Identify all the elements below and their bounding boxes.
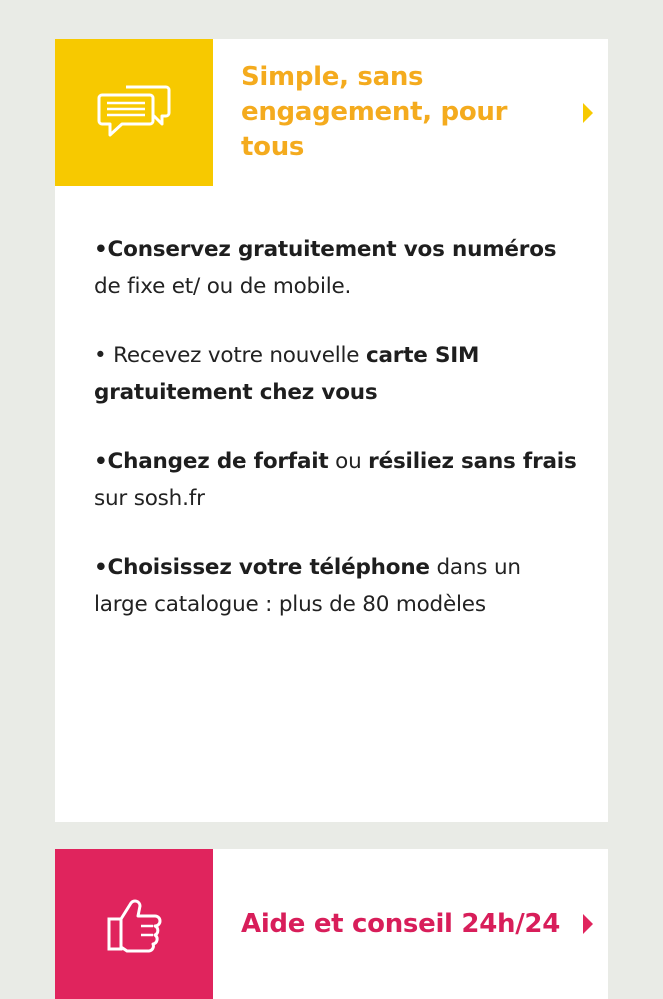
card-title-help — [213, 849, 568, 999]
offer-card-help — [55, 849, 608, 999]
card-title-line-2: engagement, pour tous — [241, 97, 508, 162]
chevron-right-icon[interactable] — [568, 849, 608, 999]
card-title-help-text: Aide et conseil 24h/24 — [241, 908, 560, 939]
icon-tile-pink — [55, 849, 213, 999]
list-item: •Conservez gratuitement vos numéros de fixe et/ ou de mobile. — [94, 237, 557, 299]
card-header-simple[interactable] — [55, 39, 608, 186]
card-header-help[interactable] — [55, 849, 608, 999]
offer-card-simple — [55, 39, 608, 822]
thumbs-up-icon — [103, 891, 165, 957]
list-item: •Choisissez votre téléphone dans un large catalogue : plus de 80 modèles — [94, 555, 521, 617]
chat-bubbles-icon — [96, 83, 172, 143]
list-item: • Recevez votre nouvelle carte SIM gratuitement chez vous — [94, 343, 480, 405]
icon-tile-yellow — [55, 39, 213, 186]
list-item: •Changez de forfait ou résiliez sans frais sur sosh.fr — [94, 449, 577, 511]
card-title-simple — [213, 39, 568, 186]
chevron-right-icon[interactable] — [568, 39, 608, 186]
card-title-line-1: Simple, sans — [241, 62, 424, 92]
benefits-list — [55, 186, 608, 623]
